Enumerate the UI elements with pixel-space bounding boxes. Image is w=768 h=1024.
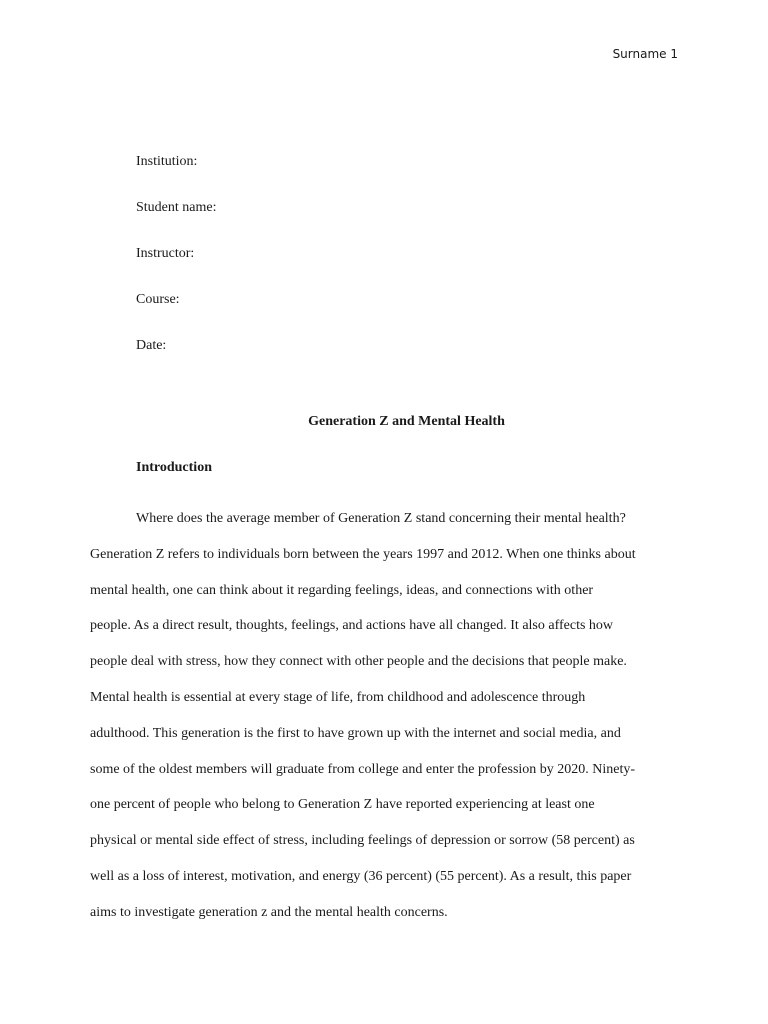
cover-info bbox=[136, 139, 217, 369]
paragraph-line: well as a loss of interest, motivation, and energy (36 percent) (55 percent). As a result, this paper bbox=[90, 868, 632, 884]
instructor-line: Instructor: bbox=[136, 246, 195, 261]
paragraph-line: people deal with stress, how they connect with other people and the decisions that people make. bbox=[90, 654, 627, 670]
date-line: Date: bbox=[136, 338, 167, 353]
paragraph-line: people. As a direct result, thoughts, feelings, and actions have all changed. It also affects how bbox=[90, 618, 614, 634]
student-name-line: Student name: bbox=[136, 200, 217, 215]
paragraph-line: Where does the average member of Generation Z stand concerning their mental health? bbox=[136, 511, 626, 526]
paragraph-line: adulthood. This generation is the first to have grown up with the internet and social media, and bbox=[90, 725, 621, 741]
institution-line: Institution: bbox=[136, 154, 198, 169]
paragraph-line: mental health, one can think about it regarding feelings, ideas, and connections with other bbox=[90, 582, 594, 598]
paragraph-line: physical or mental side effect of stress, including feelings of depression or sorrow (58 percent) as bbox=[90, 833, 635, 849]
paragraph-line: Generation Z refers to individuals born between the years 1997 and 2012. When one thinks about bbox=[90, 546, 636, 562]
section-heading: Introduction bbox=[136, 460, 212, 475]
document-title: Generation Z and Mental Health bbox=[308, 414, 505, 429]
course-line: Course: bbox=[136, 292, 180, 307]
running-head: Surname 1 bbox=[612, 47, 678, 61]
paragraph-line: aims to investigate generation z and the mental health concerns. bbox=[90, 904, 448, 920]
paragraph-line: one percent of people who belong to Generation Z have reported experiencing at least one bbox=[90, 797, 595, 813]
paragraph-line: Mental health is essential at every stage of life, from childhood and adolescence through bbox=[90, 689, 586, 705]
introduction-paragraph bbox=[90, 501, 682, 931]
paragraph-line: some of the oldest members will graduate from college and enter the profession by 2020. Ninety- bbox=[90, 761, 636, 777]
